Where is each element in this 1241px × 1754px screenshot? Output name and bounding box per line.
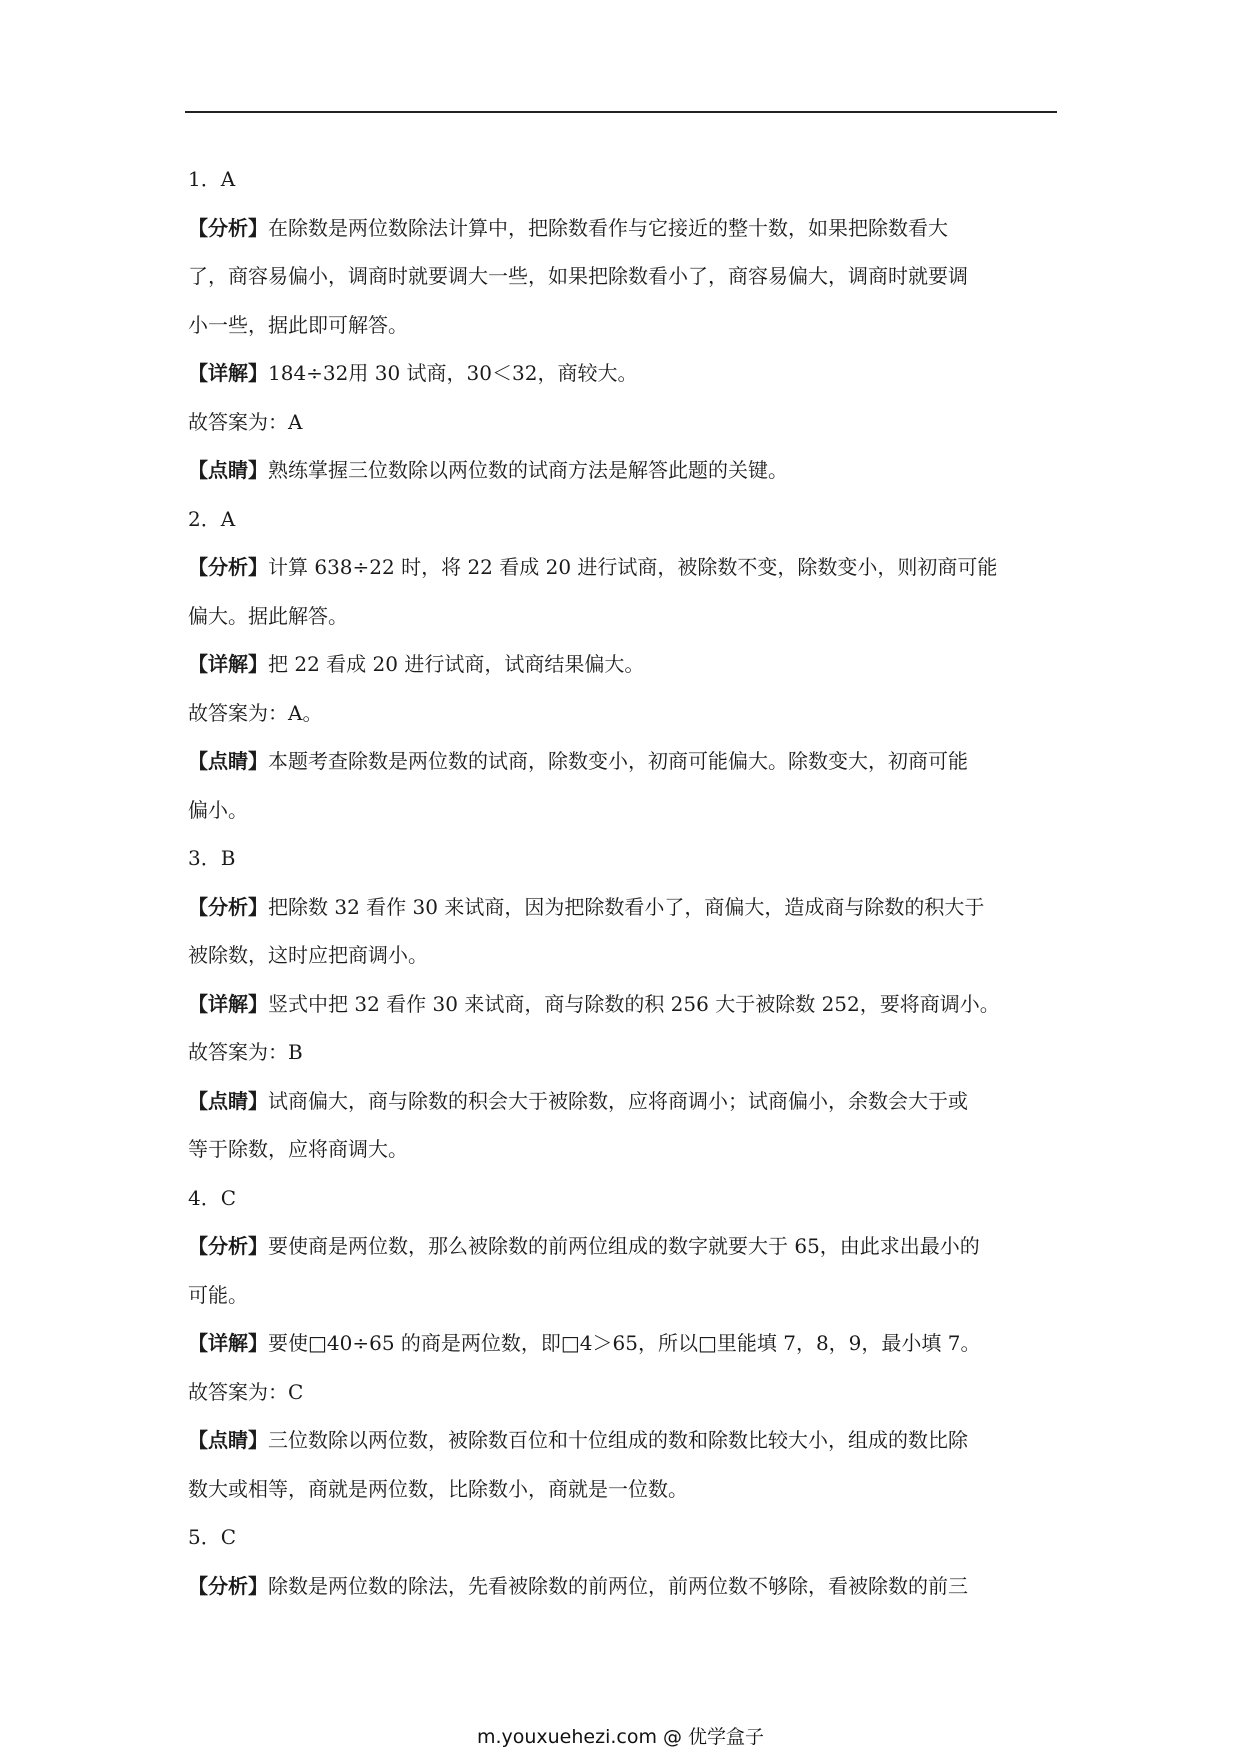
line-text: 故答案为：C [188, 1379, 304, 1404]
text-line [188, 834, 1058, 883]
text-line [188, 495, 1058, 544]
line-text: 计算 638÷22 时，将 22 看成 20 进行试商，被除数不变，除数变小，则初商可能 [268, 555, 998, 579]
line-text: 把除数 32 看作 30 来试商，因为把除数看小了，商偏大，造成商与除数的积大于 [268, 894, 985, 919]
section-tag: 【点睛】 [188, 749, 268, 773]
header-rule [185, 111, 1057, 113]
text-line [188, 446, 1058, 495]
text-line [188, 252, 1058, 301]
line-text: 2．A [188, 506, 236, 531]
line-text: 试商偏大，商与除数的积会大于被除数，应将商调小；试商偏小，余数会大于或 [268, 1088, 968, 1113]
section-tag: 【点睛】 [188, 1088, 268, 1113]
text-line [188, 640, 1058, 689]
section-tag: 【详解】 [188, 1331, 268, 1355]
text-line [188, 786, 1058, 835]
text-line [188, 931, 1058, 980]
line-text: 故答案为：A [188, 409, 303, 434]
text-line [188, 1028, 1058, 1077]
line-text: 偏小。 [188, 797, 248, 822]
text-line [188, 301, 1058, 350]
text-line [188, 398, 1058, 447]
line-text: 被除数，这时应把商调小。 [188, 943, 428, 967]
line-text: 三位数除以两位数，被除数百位和十位组成的数和除数比较大小，组成的数比除 [268, 1428, 968, 1452]
line-text: 小一些，据此即可解答。 [188, 312, 408, 337]
line-text: 故答案为：B [188, 1040, 303, 1064]
text-line [188, 1513, 1058, 1562]
line-text: 要使□40÷65 的商是两位数，即□4＞65，所以□里能填 7，8，9，最小填 7。 [268, 1331, 981, 1355]
section-tag: 【分析】 [188, 215, 268, 240]
line-text: 184÷32用 30 试商，30＜32，商较大。 [268, 361, 638, 385]
text-line [188, 204, 1058, 253]
line-text: 竖式中把 32 看作 30 来试商，商与除数的积 256 大于被除数 252，要将商调小。 [268, 991, 1000, 1016]
line-text: 要使商是两位数，那么被除数的前两位组成的数字就要大于 65，由此求出最小的 [268, 1234, 980, 1258]
section-tag: 【详解】 [188, 652, 268, 676]
text-line [188, 980, 1058, 1029]
section-tag: 【分析】 [188, 894, 268, 919]
line-text: 1．A [188, 167, 236, 191]
section-tag: 【分析】 [188, 1573, 268, 1598]
text-line [188, 1125, 1058, 1174]
line-text: 把 22 看成 20 进行试商，试商结果偏大。 [268, 652, 645, 676]
section-tag: 【点睛】 [188, 458, 268, 482]
text-line [188, 1368, 1058, 1417]
text-line [188, 689, 1058, 738]
text-line [188, 1562, 1058, 1611]
line-text: 3．B [188, 846, 236, 870]
line-text: 在除数是两位数除法计算中，把除数看作与它接近的整十数，如果把除数看大 [268, 215, 948, 240]
answer-content [188, 155, 1058, 1610]
section-tag: 【分析】 [188, 555, 268, 579]
section-tag: 【详解】 [188, 361, 268, 385]
text-line [188, 1174, 1058, 1223]
line-text: 故答案为：A。 [188, 700, 323, 725]
text-line [188, 1271, 1058, 1320]
section-tag: 【详解】 [188, 991, 268, 1016]
line-text: 4．C [188, 1185, 237, 1210]
text-line [188, 349, 1058, 398]
line-text: 熟练掌握三位数除以两位数的试商方法是解答此题的关键。 [268, 458, 788, 482]
text-line [188, 543, 1058, 592]
text-line [188, 883, 1058, 932]
line-text: 除数是两位数的除法，先看被除数的前两位，前两位数不够除，看被除数的前三 [268, 1573, 968, 1598]
text-line [188, 1222, 1058, 1271]
line-text: 数大或相等，商就是两位数，比除数小，商就是一位数。 [188, 1476, 688, 1501]
line-text: 偏大。据此解答。 [188, 603, 348, 628]
text-line [188, 592, 1058, 641]
line-text: 等于除数，应将商调大。 [188, 1137, 408, 1161]
line-text: 5．C [188, 1525, 237, 1549]
text-line [188, 1465, 1058, 1514]
footer-watermark: m.youxuehezi.com @ 优学盒子 [476, 1726, 765, 1748]
section-tag: 【点睛】 [188, 1428, 268, 1452]
line-text: 可能。 [188, 1282, 248, 1307]
text-line [188, 1077, 1058, 1126]
text-line [188, 1319, 1058, 1368]
section-tag: 【分析】 [188, 1234, 268, 1258]
line-text: 了，商容易偏小，调商时就要调大一些，如果把除数看小了，商容易偏大，调商时就要调 [188, 264, 968, 288]
text-line [188, 737, 1058, 786]
text-line [188, 155, 1058, 204]
text-line [188, 1416, 1058, 1465]
line-text: 本题考查除数是两位数的试商，除数变小，初商可能偏大。除数变大，初商可能 [268, 749, 968, 773]
